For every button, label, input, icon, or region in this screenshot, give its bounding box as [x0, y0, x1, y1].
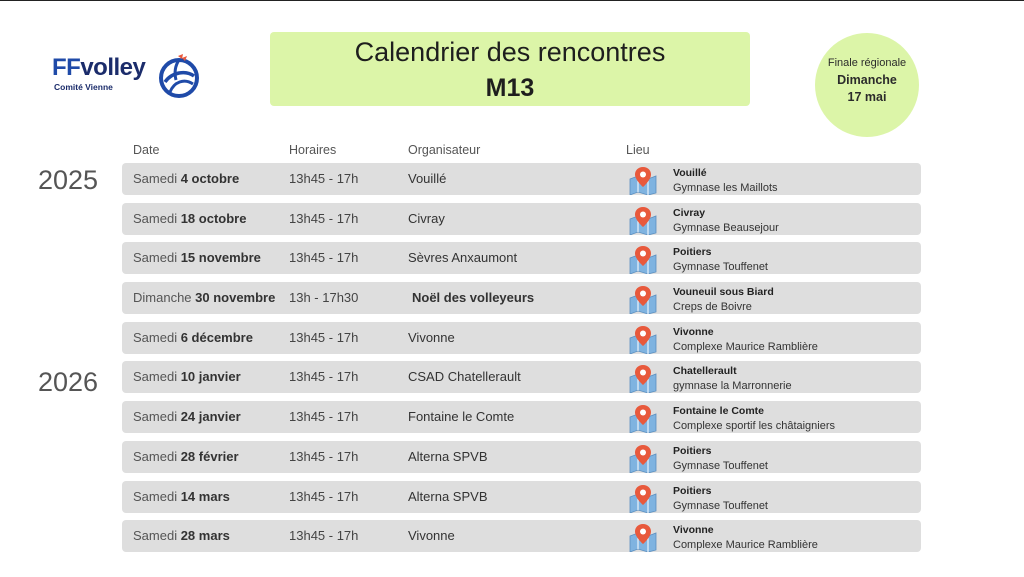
finale-badge — [815, 33, 919, 137]
row-time: 13h45 - 17h — [289, 210, 359, 226]
schedule-row — [122, 203, 921, 235]
row-time: 13h45 - 17h — [289, 409, 359, 425]
schedule-row — [122, 401, 921, 433]
volleyball-rooster-icon — [156, 52, 202, 98]
map-pin-icon — [627, 244, 659, 274]
lieu-city: Vouillé — [673, 167, 707, 179]
row-time: 13h45 - 17h — [289, 250, 359, 266]
row-date: Samedi 28 février — [133, 448, 239, 464]
row-date: Samedi 6 décembre — [133, 329, 253, 345]
schedule-row — [122, 282, 921, 314]
map-pin-icon — [627, 324, 659, 354]
lieu-venue: Gymnase les Maillots — [673, 182, 778, 194]
year-label-2026: 2026 — [38, 367, 99, 397]
row-lieu — [673, 206, 779, 236]
row-time: 13h45 - 17h — [289, 369, 359, 385]
header-organisateur: Organisateur — [408, 143, 481, 157]
row-date: Samedi 4 octobre — [133, 171, 240, 186]
schedule-row — [122, 163, 921, 195]
row-time: 13h45 - 17h — [289, 528, 359, 544]
lieu-city: Vouneuil sous Biard — [673, 286, 774, 299]
lieu-venue: Gymnase Touffenet — [673, 459, 768, 472]
schedule-row — [122, 441, 921, 473]
row-date: Dimanche 30 novembre — [133, 290, 276, 306]
lieu-venue: Complexe Maurice Ramblière — [673, 340, 818, 353]
lieu-city: Fontaine le Comte — [673, 405, 765, 418]
schedule-row — [122, 361, 921, 393]
lieu-city: Poitiers — [673, 444, 712, 457]
finale-day: Dimanche — [837, 73, 897, 87]
header-horaires: Horaires — [289, 143, 337, 157]
lieu-city: Poitiers — [673, 246, 712, 259]
row-date: Samedi 14 mars — [133, 488, 230, 504]
row-time: 13h - 17h30 — [289, 290, 359, 306]
row-time: 13h45 - 17h — [289, 448, 359, 464]
row-lieu — [673, 523, 818, 553]
header-date: Date — [133, 143, 160, 157]
row-time: 13h45 - 17h — [289, 488, 359, 504]
row-lieu — [673, 404, 835, 434]
row-organisateur: Fontaine le Comte — [408, 409, 515, 425]
row-organisateur: Vivonne — [408, 329, 455, 345]
map-pin-icon — [627, 483, 659, 513]
lieu-venue: Gymnase Touffenet — [673, 261, 768, 274]
finale-label: Finale régionale — [827, 57, 907, 69]
lieu-city: Poitiers — [673, 484, 712, 497]
row-date: Samedi 28 mars — [133, 528, 230, 544]
lieu-city: Vivonne — [673, 524, 714, 537]
lieu-venue: Complexe Maurice Ramblière — [673, 539, 818, 552]
row-organisateur: Civray — [408, 210, 445, 226]
map-pin-icon — [627, 205, 659, 235]
row-organisateur: Noël des volleyeurs — [412, 290, 535, 306]
logo-subtitle: Comité Vienne — [54, 82, 113, 92]
lieu-venue: Creps de Boivre — [673, 301, 752, 314]
schedule-row — [122, 481, 921, 513]
lieu-venue: gymnase la Marronnerie — [673, 380, 792, 393]
top-border-line — [0, 0, 1024, 1]
row-time: 13h45 - 17h — [289, 329, 359, 345]
header-lieu: Lieu — [626, 143, 650, 157]
lieu-city: Chatellerault — [673, 365, 737, 378]
row-organisateur: Alterna SPVB — [408, 488, 488, 504]
schedule-row — [122, 242, 921, 274]
lieu-venue: Complexe sportif les châtaigniers — [673, 420, 836, 433]
logo-wordmark: FFvolley — [52, 54, 146, 81]
row-date: Samedi 18 octobre — [133, 210, 247, 226]
lieu-venue: Gymnase Beausejour — [673, 221, 779, 234]
category-title: M13 — [485, 74, 535, 102]
row-date: Samedi 15 novembre — [133, 250, 261, 266]
map-pin-icon — [627, 443, 659, 473]
row-organisateur: Alterna SPVB — [408, 448, 488, 464]
map-pin-icon — [627, 403, 659, 433]
row-organisateur: Vouillé — [408, 171, 447, 186]
row-lieu — [673, 364, 792, 394]
map-pin-icon — [627, 165, 659, 195]
row-organisateur: Sèvres Anxaumont — [408, 250, 518, 266]
finale-date: 17 mai — [847, 90, 887, 104]
row-lieu — [673, 444, 768, 474]
map-pin-icon — [627, 284, 659, 314]
schedule-table — [122, 163, 922, 560]
year-label-2025: 2025 — [38, 165, 99, 195]
schedule-row — [122, 520, 921, 552]
row-date: Samedi 24 janvier — [133, 409, 241, 425]
lieu-city: Vivonne — [673, 325, 714, 338]
row-time: 13h45 - 17h — [289, 171, 359, 186]
title-banner — [270, 32, 750, 106]
row-lieu — [673, 285, 774, 315]
schedule-row — [122, 322, 921, 354]
lieu-venue: Gymnase Touffenet — [673, 499, 768, 512]
row-organisateur: Vivonne — [408, 528, 455, 544]
row-date: Samedi 10 janvier — [133, 369, 241, 385]
map-pin-icon — [627, 363, 659, 393]
ffvolley-logo — [52, 52, 202, 100]
row-lieu — [673, 166, 778, 196]
page-title: Calendrier des rencontres — [354, 37, 666, 67]
lieu-city: Civray — [673, 206, 706, 219]
row-organisateur: CSAD Chatellerault — [408, 369, 521, 385]
row-lieu — [673, 245, 768, 275]
row-lieu — [673, 325, 818, 355]
map-pin-icon — [627, 522, 659, 552]
row-lieu — [673, 484, 768, 514]
